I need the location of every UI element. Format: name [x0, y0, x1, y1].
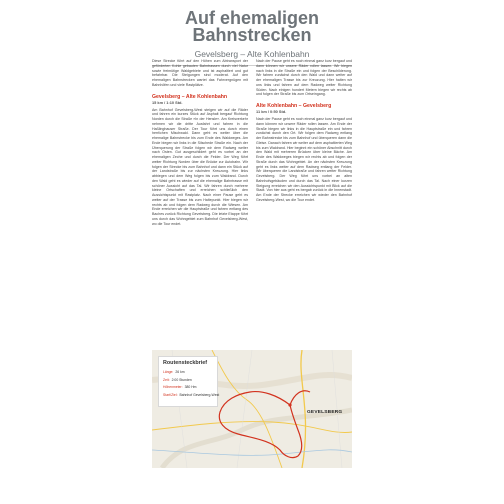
- info-row-start: Start/Ziel: Bahnhof Gevelsberg-West: [163, 392, 220, 397]
- title-line-1: Auf ehemaligen: [184, 8, 320, 28]
- start-marker: [288, 403, 291, 406]
- right-column: [256, 59, 352, 343]
- section-heading-2: Alte Kohlenbahn – Gevelsberg: [256, 103, 332, 109]
- section-body-1: Am Bahnhof Gevelsberg-West steigen wir auf die Räder und fahren ein kurzes Stück auf Asphalt bergauf Richtung Norden durch die Straße »In der Hensle«. Am Kreisverkehr nehmen wir die dritte Ausfahrt und fahren in die Haßlinghauser Straße. Der Tour führt uns durch einen herrlichen Mischwald. Dann geht es weiter über die ehemalige Bahnstrecke bis zum Ende des Waldweges. Am Ende biegen wir links in die Silschede Straße ein. Nach der Überquerung der Straße folgen wir dem Radweg weiter nach Osten. Gut ausgeschildert geht es vorbei an der ehemaligen Zeche und durch die Felder. Der Weg führt weiter Richtung Norden über die Brücke zur Autobahn. Wir folgen der Strecke bis zum Bahnhof und dann ein Stück auf der Landstraße bis zur nächsten Kreuzung. Hier links abbiegen und dem Weg folgen bis zum Waldrand. Durch den Wald geht es wieder auf die ehemalige Bahntrasse mit schöner Aussicht auf das Tal. Wir fahren durch mehrere kleine Ortschaften und erreichen schließlich den Aussichtspunkt mit Rastplatz. Nach einer Pause geht es weiter auf der Trasse bis zum Haltepunkt. Hier biegen wir rechts ab und folgen dem Radweg durch die Wiesen. Am Ende erreichen wir die Hauptstraße und fahren entlang des Baches zurück Richtung Gevelsberg. Die letzte Etappe führt uns durch das Wohngebiet zum Bahnhof Gevelsberg-West, wo die Tour endet.: [152, 107, 248, 226]
- right-intro-paragraph: Nach der Pause geht es noch einmal ganz kurz bergauf und dann können wir unsere Räder rollen lassen. Wir biegen nach links in die Straße ein und folgen der Beschilderung. Wir fahren zunächst durch den Wald und dann weiter auf der ehemaligen Trasse bis zur Kreuzung. Hier halten wir uns links und fahren auf dem Radweg weiter Richtung Süden. Nach einigen hundert Metern biegen wir rechts ab und folgen der Straße bis zum Ortseingang.: [256, 59, 352, 97]
- left-column: [152, 59, 248, 343]
- info-box-title: Routensteckbrief: [163, 360, 208, 366]
- text-columns: [152, 59, 352, 343]
- info-row-elevation: Höhenmeter: 380 Hm: [163, 385, 197, 389]
- title-line-2: Bahnstrecken: [192, 25, 312, 45]
- route-map: [152, 350, 352, 468]
- page-subtitle: Gevelsberg – Alte Kohlenbahn: [194, 49, 310, 59]
- page-title: [146, 0, 358, 44]
- section-body-2: Nach der Pause geht es noch einmal ganz kurz bergauf und dann können wir unsere Räder rollen lassen. Am Ende der Straße biegen wir links in die Hauptstraße ein und fahren zunächst durch den Ort. Wir folgen dem Radweg entlang der Bahnstrecke bis zum Bahnhof und überqueren dann die Gleise. Danach fahren wir weiter auf dem asphaltierten Weg bis zum Waldrand. Hier beginnt ein schöner Abschnitt durch den Wald mit mehreren Brücken über kleine Bäche. Am Ende des Waldweges biegen wir rechts ab und folgen der Straße durch das Wohngebiet. An der nächsten Kreuzung geht es links weiter auf dem Radweg entlang der Felder. Wir überqueren die Landstraße und fahren weiter Richtung Gevelsberg. Der Weg führt uns vorbei an alten Bahnhofsgebäuden und durch das Tal. Nach einer kurzen Steigung erreichen wir den Aussichtspunkt mit Blick auf die Stadt. Von hier aus geht es bergab zurück in die Innenstadt. Am Ende der Strecke erreichen wir wieder den Bahnhof Gevelsberg-West, wo die Tour endet.: [256, 117, 352, 202]
- document-page: [146, 0, 358, 504]
- intro-paragraph: Diese Strecke führt auf den Höhen zum Abtransport der geförderten Kohle gebauten Bahntrassen durch viel Natur sowie freimütige Waldgebiete und ist asphaltiert und gut befahrbar. Die Steigungen sind moderat. Auf den ehemaligen Bahnstrecken wartet das Fahrvergnügen mit Bahnhöfen und viele Rastplätze.: [152, 59, 248, 87]
- section-heading-1: Gevelsberg – Alte Kohlenbahn: [152, 93, 228, 100]
- map-place-label: GEVELSBERG: [307, 410, 343, 415]
- section-distance-1: 15 km / 1:10 Std.: [152, 99, 183, 105]
- info-row-time: Zeit: 2:00 Stunden: [163, 377, 192, 382]
- route-info-box: [158, 356, 218, 407]
- section-distance-2: 11 km / 0:50 Std.: [256, 109, 287, 114]
- info-row-length: Länge: 26 km: [163, 370, 185, 374]
